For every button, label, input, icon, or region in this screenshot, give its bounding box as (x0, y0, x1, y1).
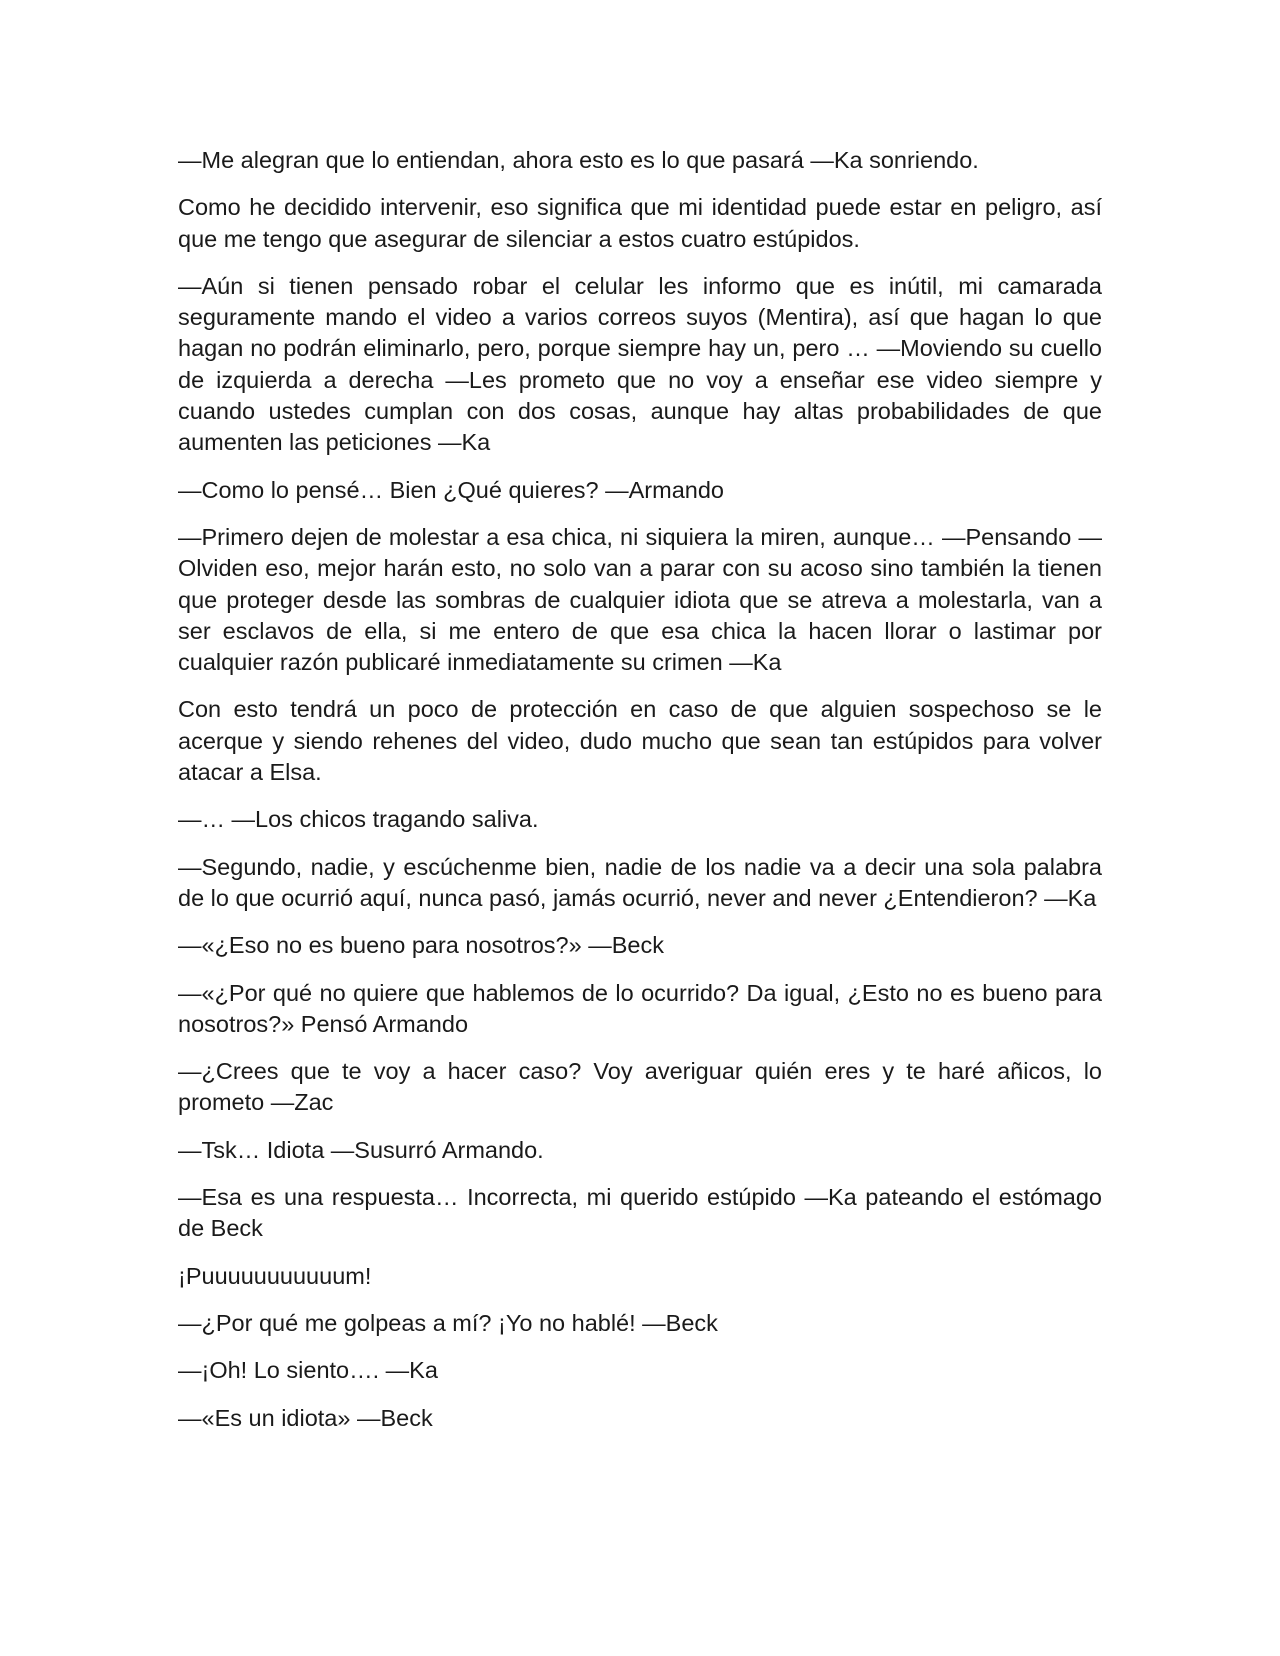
paragraph: ¡Puuuuuuuuuuum! (178, 1262, 372, 1289)
paragraph: Con esto tendrá un poco de protección en caso de que alguien sospechoso se le acerque y siendo rehenes del video, dudo mucho que sean tan estúpidos para volver atacar a Elsa. (178, 696, 1102, 786)
paragraph: —Primero dejen de molestar a esa chica, ni siquiera la miren, aunque… —Pensando —Olviden eso, mejor harán esto, no solo van a parar con su acoso sino también la tienen que proteger desde las sombras de cualquier idiota que se atreva a molestarla, van a ser esclavos de ella, si me entero de que esa chica la hacen llorar o lastimar por cualquier razón publicaré inmediatamente su crimen —Ka (178, 523, 1102, 676)
paragraph: —Aún si tienen pensado robar el celular les informo que es inútil, mi camarada seguramente mando el video a varios correos suyos (Mentira), así que hagan lo que hagan no podrán eliminarlo, pero, porque siempre hay un, pero … —Moviendo su cuello de izquierda a derecha —Les prometo que no voy a enseñar ese video siempre y cuando ustedes cumplan con dos cosas, aunque hay altas probabilidades de que aumenten las peticiones —Ka (178, 272, 1102, 456)
paragraph: —«¿Eso no es bueno para nosotros?» —Beck (178, 932, 664, 959)
paragraph: —«Es un idiota» —Beck (178, 1404, 433, 1431)
paragraph: —¡Oh! Lo siento…. —Ka (178, 1357, 438, 1384)
paragraph: Como he decidido intervenir, eso significa que mi identidad puede estar en peligro, así que me tengo que asegurar de silenciar a estos cuatro estúpidos. (178, 194, 1102, 252)
paragraph: —Me alegran que lo entiendan, ahora esto es lo que pasará —Ka sonriendo. (178, 147, 979, 173)
paragraph: —Segundo, nadie, y escúchenme bien, nadie de los nadie va a decir una sola palabra de lo que ocurrió aquí, nunca pasó, jamás ocurrió, never and never ¿Entendieron? —Ka (178, 853, 1102, 911)
paragraph: —¿Crees que te voy a hacer caso? Voy averiguar quién eres y te haré añicos, lo prometo —Zac (178, 1058, 1102, 1116)
paragraph: —¿Por qué me golpeas a mí? ¡Yo no hablé! —Beck (178, 1309, 718, 1336)
paragraph: —«¿Por qué no quiere que hablemos de lo ocurrido? Da igual, ¿Esto no es bueno para nosotros?» Pensó Armando (178, 979, 1102, 1037)
document-body (178, 145, 1102, 1450)
paragraph: —Como lo pensé… Bien ¿Qué quieres? —Armando (178, 476, 724, 503)
paragraph: —Tsk… Idiota —Susurró Armando. (178, 1136, 544, 1163)
paragraph: —Esa es una respuesta… Incorrecta, mi querido estúpido —Ka pateando el estómago de Beck (178, 1184, 1102, 1242)
paragraph: —… —Los chicos tragando saliva. (178, 806, 539, 833)
